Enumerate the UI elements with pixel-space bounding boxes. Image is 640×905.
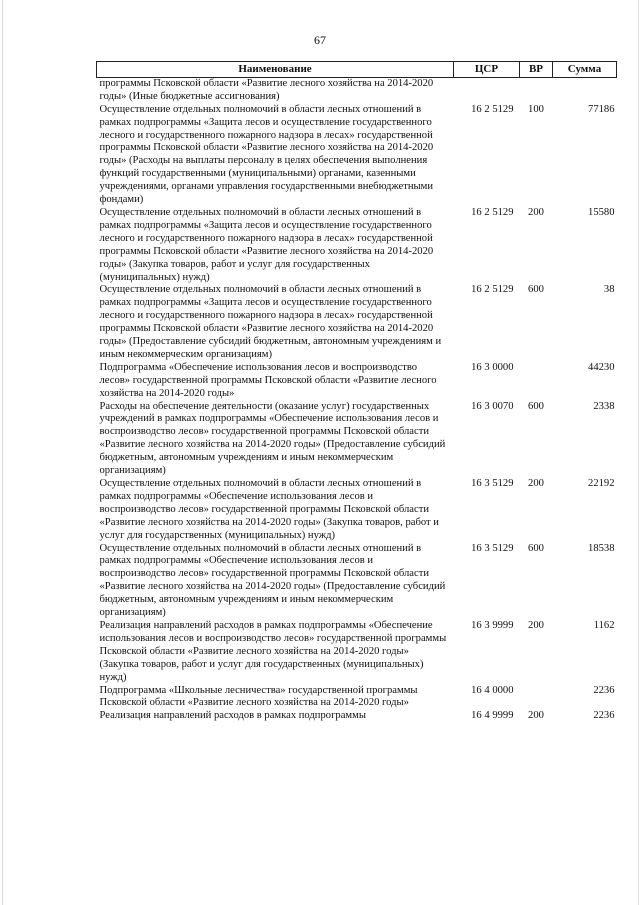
cell-csr: 16 4 9999 [471, 710, 514, 722]
cell-csr: 16 4 0000 [471, 684, 514, 696]
table-row [97, 710, 617, 723]
cell-vr: 200 [528, 710, 544, 722]
cell-sum: 38 [603, 284, 615, 296]
cell-name: Осуществление отдельных полномочий в области лесных отношений в рамках подпрограммы «Обеспечение использования лесов и воспроизводство лесов» государственной программы Псковской области «Развитие лесного хозяйства на 2014-2020 годы» (Предоставление субсидий бюджетным, автономным учреждениям и иным некоммерческим организациям) [99, 542, 446, 619]
cell-name: программы Псковской области «Развитие лесного хозяйства на 2014-2020 годы» (Иные бюджетные ассигнования) [99, 77, 434, 102]
table-row [97, 620, 617, 685]
header-name: Наименование [97, 62, 454, 78]
table-row [97, 104, 617, 207]
cell-sum: 18538 [588, 542, 615, 554]
cell-name: Реализация направлений расходов в рамках подпрограммы «Обеспечение использования лесов и воспроизводство лесов» государственной программы Псковской области «Развитие лесного хозяйства на 2014-2020 годы» (Закупка товаров, работ и услуг для государственных (муниципальных) нужд) [99, 619, 447, 683]
table-body [97, 77, 617, 723]
table-row [97, 207, 617, 284]
cell-csr: 16 3 0000 [471, 361, 514, 373]
cell-vr [520, 77, 553, 103]
cell-csr: 16 2 5129 [471, 103, 514, 115]
cell-name: Осуществление отдельных полномочий в области лесных отношений в рамках подпрограммы «Защита лесов и осуществление государственного лесного и государственного пожарного надзора в лесах» государственной программы Псковской области «Развитие лесного хозяйства на 2014-2020 годы» (Закупка товаров, работ и услуг для государственных (муниципальных) нужд) [99, 206, 434, 283]
cell-name: Расходы на обеспечение деятельности (оказание услуг) государственных учреждений в рамках подпрограммы «Обеспечение использования лесов и воспроизводство лесов» государственной программы Псковской области «Развитие лесного хозяйства на 2014-2020 годы» (Предоставление субсидий бюджетным, автономным учреждениям и иным некоммерческим организациям) [99, 400, 446, 477]
header-csr: ЦСР [454, 62, 520, 78]
cell-name: Реализация направлений расходов в рамках подпрограммы [99, 710, 366, 722]
cell-vr: 200 [528, 206, 544, 218]
table-row [97, 77, 617, 103]
scan-edge-right [638, 0, 639, 905]
cell-vr: 200 [528, 619, 544, 631]
header-row [97, 62, 617, 78]
cell-sum: 2236 [593, 684, 615, 696]
cell-sum [553, 77, 617, 103]
cell-csr: 16 2 5129 [471, 206, 514, 218]
page-number: 67 [314, 33, 326, 47]
cell-sum: 2338 [593, 400, 615, 412]
cell-name: Подпрограмма «Обеспечение использования лесов и воспроизводство лесов» государственной программы Псковской области «Развитие лесного хозяйства на 2014-2020 годы» [99, 361, 437, 399]
cell-name: Осуществление отдельных полномочий в области лесных отношений в рамках подпрограммы «Обеспечение использования лесов и воспроизводство лесов» государственной программы Псковской области «Развитие лесного хозяйства на 2014-2020 годы» (Закупка товаров, работ и услуг для государственных (муниципальных) нужд) [99, 478, 439, 541]
table-header [97, 62, 617, 78]
header-vr: ВР [520, 62, 553, 78]
cell-sum: 22192 [588, 478, 615, 489]
table-row [97, 284, 617, 361]
cell-name: Осуществление отдельных полномочий в области лесных отношений в рамках подпрограммы «Защита лесов и осуществление государственного лесного и государственного пожарного надзора в лесах» государственной программы Псковской области «Развитие лесного хозяйства на 2014-2020 годы» (Предоставление субсидий бюджетным, автономным учреждениям и иным некоммерческим организациям) [99, 284, 442, 360]
cell-vr: 200 [528, 478, 544, 489]
table-row [97, 478, 617, 543]
cell-vr: 600 [528, 542, 544, 554]
table-row [97, 543, 617, 620]
cell-sum: 15580 [588, 206, 615, 218]
table-row [97, 685, 617, 711]
cell-vr: 100 [528, 103, 544, 115]
cell-csr: 16 3 9999 [471, 619, 514, 631]
cell-csr: 16 3 5129 [471, 478, 514, 489]
cell-csr: 16 3 0070 [471, 400, 514, 412]
cell-vr: 600 [528, 284, 544, 296]
cell-sum: 44230 [588, 361, 615, 373]
cell-csr: 16 2 5129 [471, 284, 514, 296]
cell-csr [454, 77, 520, 103]
budget-table [96, 61, 617, 723]
cell-name: Подпрограмма «Школьные лесничества» государственной программы Псковской области «Развитие лесного хозяйства на 2014-2020 годы» [99, 684, 418, 709]
cell-name: Осуществление отдельных полномочий в области лесных отношений в рамках подпрограммы «Защита лесов и осуществление государственного лесного и государственного пожарного надзора в лесах» государственной программы Псковской области «Развитие лесного хозяйства на 2014-2020 годы» (Расходы на выплаты персоналу в целях обеспечения выполнения функций государственными (муниципальными) органами, казенными учреждениями, органами управления государственными внебюджетными фондами) [99, 103, 434, 206]
header-sum: Сумма [553, 62, 617, 78]
cell-sum: 2236 [593, 710, 615, 722]
table-row [97, 362, 617, 401]
cell-vr [520, 362, 553, 401]
cell-csr: 16 3 5129 [471, 542, 514, 554]
cell-vr: 600 [528, 400, 544, 412]
cell-sum: 77186 [588, 103, 615, 115]
scan-edge-left [2, 0, 3, 905]
cell-vr [520, 685, 553, 711]
cell-sum: 1162 [593, 619, 615, 631]
table-row [97, 401, 617, 478]
